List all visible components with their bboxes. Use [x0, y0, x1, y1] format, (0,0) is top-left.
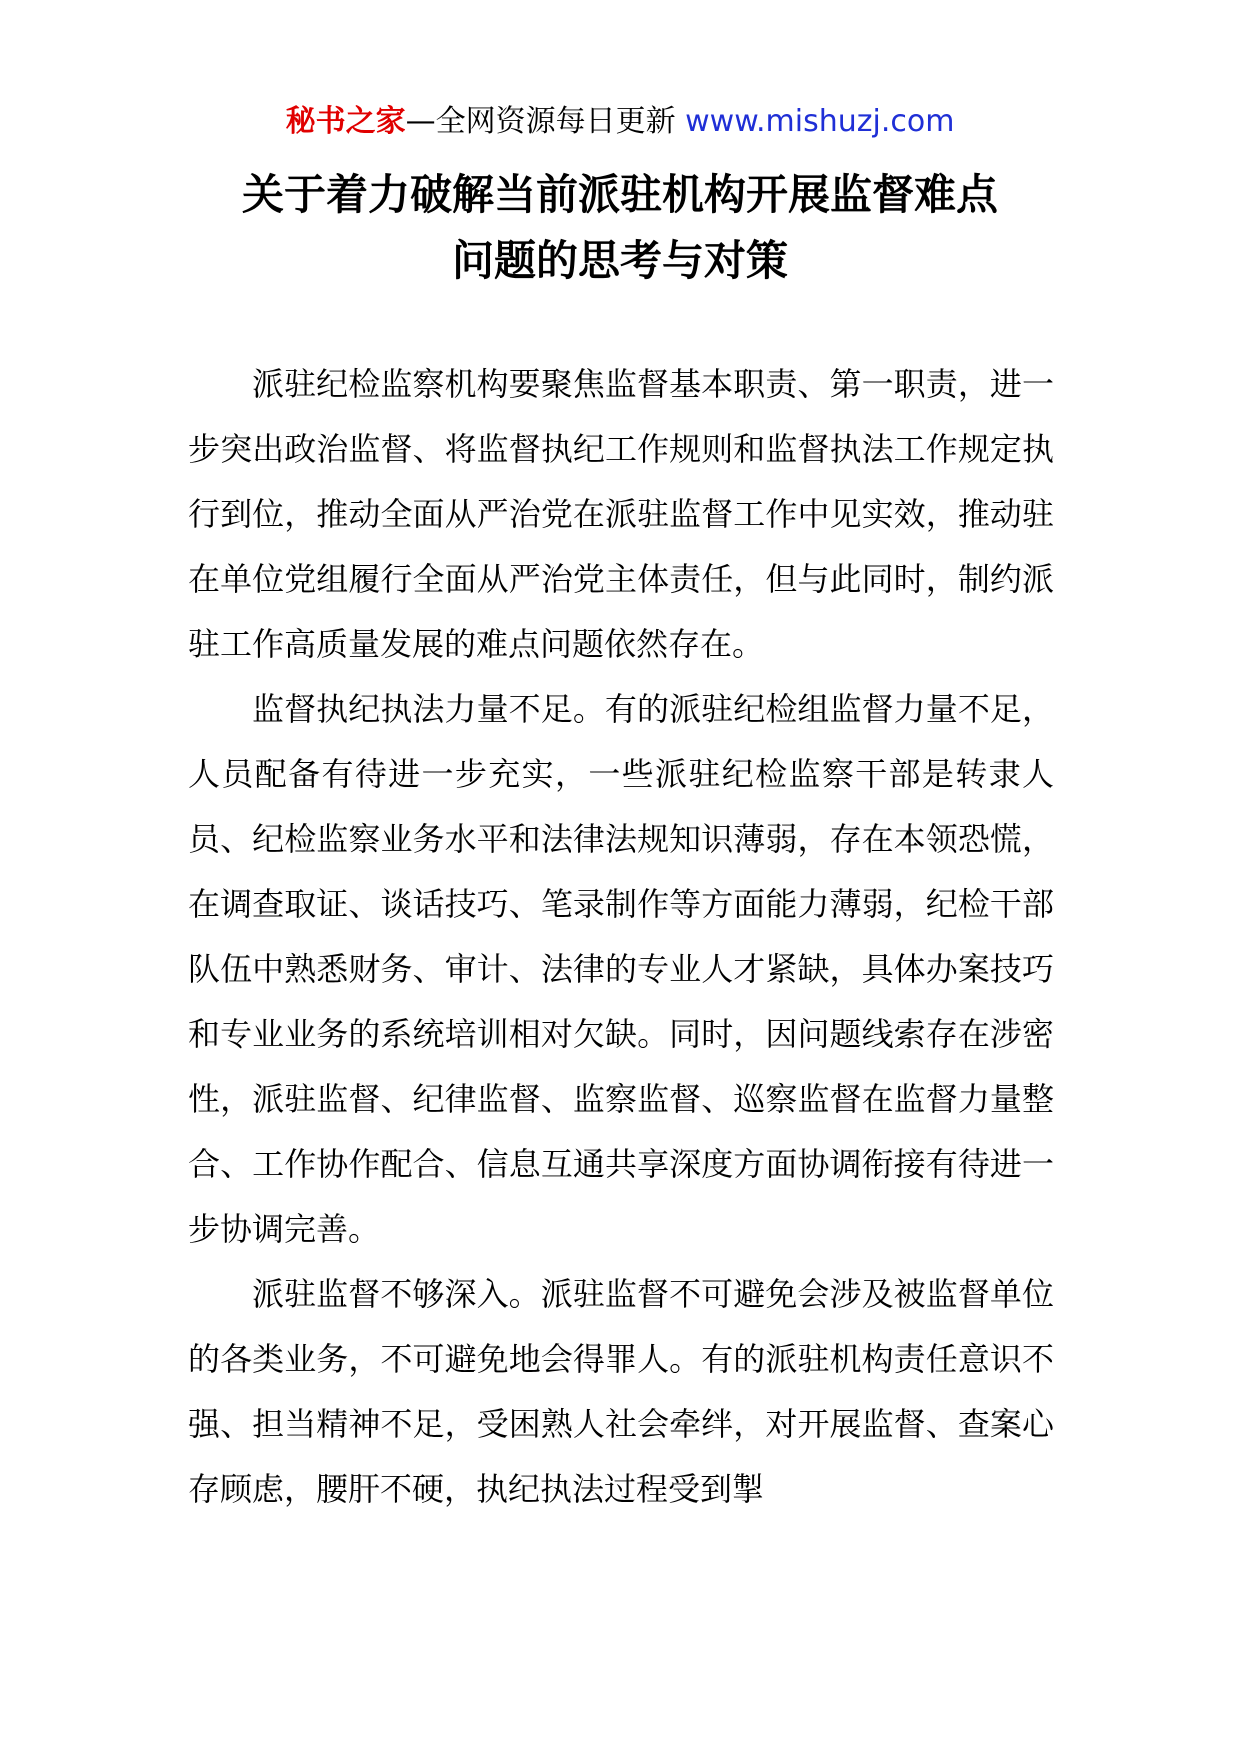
- document-title-line-1: 关于着力破解当前派驻机构开展监督难点: [241, 170, 998, 219]
- body-paragraph-3: 派驻监督不够深入。派驻监督不可避免会涉及被监督单位的各类业务，不可避免地会得罪人。有的派驻机构责任意识不强、担当精神不足，受困熟人社会牵绊，对开展监督、查案心存顾虑，腰肝不硬，执纪执法过程受到掣: [188, 1275, 1054, 1508]
- body-paragraph-2: 监督执纪执法力量不足。有的派驻纪检组监督力量不足，人员配备有待进一步充实，一些派驻纪检监察干部是转隶人员、纪检监察业务水平和法律法规知识薄弱，存在本领恐慌，在调查取证、谈话技巧、笔录制作等方面能力薄弱，纪检干部队伍中熟悉财务、审计、法律的专业人才紧缺，具体办案技巧和专业业务的系统培训相对欠缺。同时，因问题线索存在涉密性，派驻监督、纪律监督、监察监督、巡察监督在监督力量整合、工作协作配合、信息互通共享深度方面协调衔接有待进一步协调完善。: [188, 690, 1054, 1248]
- site-header-banner: [0, 100, 1240, 144]
- site-brand: 秘书之家: [285, 104, 406, 139]
- document-title-line-2: 问题的思考与对策: [451, 236, 788, 285]
- document-title: [0, 162, 1240, 294]
- site-tagline: —全网资源每日更新: [405, 104, 676, 139]
- document-body: [188, 352, 1054, 1522]
- site-url-link[interactable]: www.mishuzj.com: [685, 104, 955, 139]
- body-paragraph-1: 派驻纪检监察机构要聚焦监督基本职责、第一职责，进一步突出政治监督、将监督执纪工作规则和监督执法工作规定执行到位，推动全面从严治党在派驻监督工作中见实效，推动驻在单位党组履行全面从严治党主体责任，但与此同时，制约派驻工作高质量发展的难点问题依然存在。: [188, 365, 1054, 663]
